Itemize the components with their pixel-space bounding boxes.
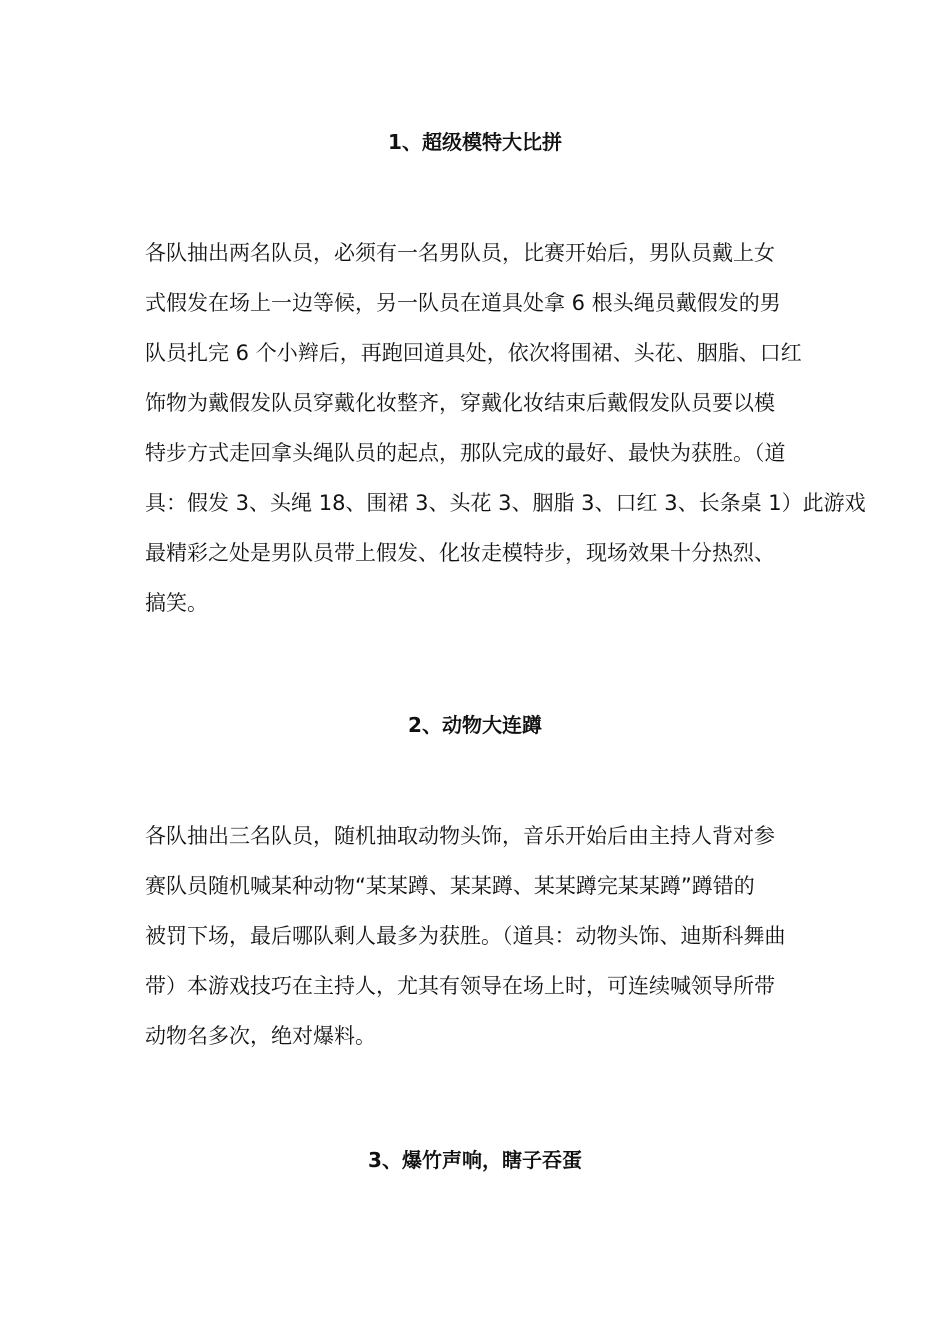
section-1-line: 搞笑。 [145,591,208,615]
section-1-line: 特步方式走回拿头绳队员的起点，那队完成的最好、最快为获胜。（道 [145,441,786,465]
section-1-line: 式假发在场上一边等候，另一队员在道具处拿 6 根头绳员戴假发的男 [145,291,781,315]
section-1-line: 各队抽出两名队员，必须有一名男队员，比赛开始后，男队员戴上女 [145,241,775,265]
section-1-line: 具：假发 3、头绳 18、围裙 3、头花 3、胭脂 3、口红 3、长条桌 1）此游戏 [145,491,866,515]
section-1-line: 最精彩之处是男队员带上假发、化妆走模特步，现场效果十分热烈、 [145,541,775,565]
section-1-line: 队员扎完 6 个小辫后，再跑回道具处，依次将围裙、头花、胭脂、口红 [145,341,802,365]
section-2-line: 赛队员随机喊某种动物“某某蹲、某某蹲、某某蹲完某某蹲”蹲错的 [145,874,755,898]
section-2-line: 被罚下场，最后哪队剩人最多为获胜。（道具：动物头饰、迪斯科舞曲 [145,924,786,948]
section-2-title: 2、动物大连蹲 [408,713,542,737]
section-2-line: 带）本游戏技巧在主持人，尤其有领导在场上时，可连续喊领导所带 [145,974,775,998]
section-1-title: 1、超级模特大比拼 [388,130,562,154]
section-2-body [145,811,810,1061]
section-2-line: 各队抽出三名队员，随机抽取动物头饰，音乐开始后由主持人背对参 [145,824,775,848]
section-1-body [145,228,866,628]
section-1-line: 饰物为戴假发队员穿戴化妆整齐，穿戴化妆结束后戴假发队员要以模 [145,391,775,415]
section-3-title: 3、爆竹声响，瞎子吞蛋 [368,1148,582,1172]
section-2-line: 动物名多次，绝对爆料。 [145,1024,376,1048]
